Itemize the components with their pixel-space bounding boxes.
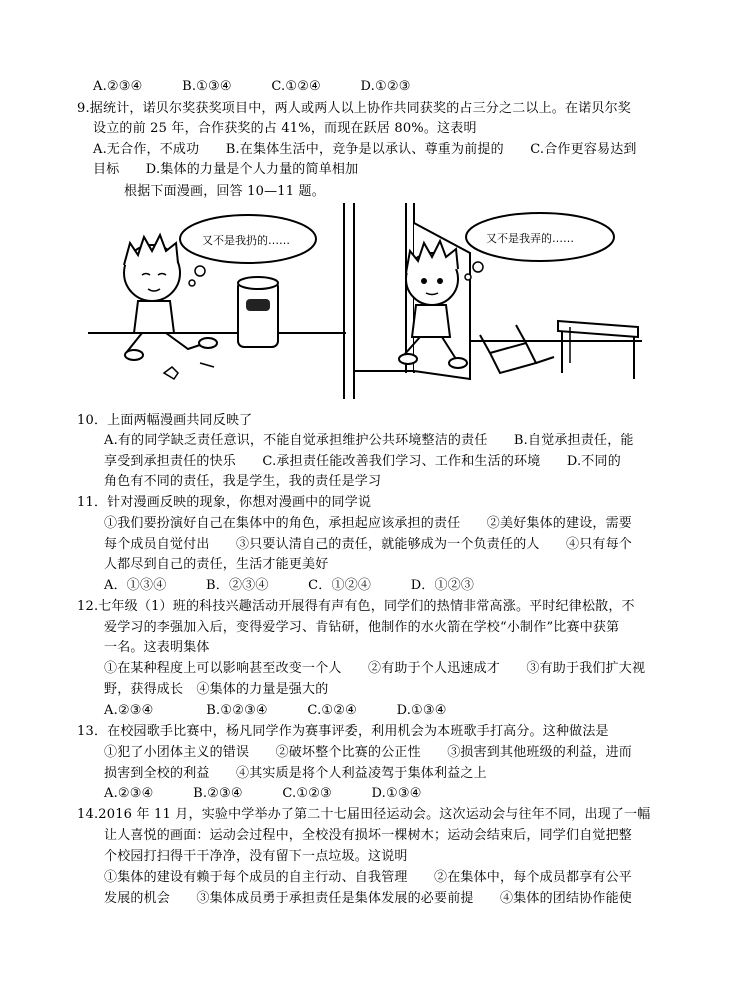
q12-stem-line1: 12.七年级（1）班的科技兴趣活动开展得有声有色，同学们的热情非常高涨。平时纪律松散，不 xyxy=(77,599,635,614)
comic-intro: 根据下面漫画，回答 10—11 题。 xyxy=(124,184,325,199)
q13-stem: 13．在校园歌手比赛中，杨凡同学作为赛事评委，利用机会为本班歌手打高分。这种做法是 xyxy=(77,724,609,739)
q9-stem-line1: 9.据统计，诺贝尔奖获奖项目中，两人或两人以上协作共同获奖的占三分之二以上。在诺贝尔奖 xyxy=(77,101,632,116)
litter xyxy=(164,367,178,379)
q12-options: A.②③④ B.①②③④ C.①②④ D.①③④ xyxy=(104,703,447,718)
q9-stem-line2: 设立的前 25 年，合作获奖的占 41%，而现在跃居 80%。这表明 xyxy=(93,121,477,136)
q12-line1: ①在某种程度上可以影响甚至改变一个人 ②有助于个人迅速成才 ③有助于我们扩大视 xyxy=(104,661,646,676)
q14-stem-line3: 个校园打扫得干干净净，没有留下一点垃圾。这说明 xyxy=(104,849,408,864)
q13-line2: 损害到全校的利益 ④其实质是将个人利益凌驾于集体利益之上 xyxy=(104,766,487,781)
q13-options: A.②③④ B.②③④ C.①②③ D.①③④ xyxy=(104,786,422,801)
q9-options-line2: 目标 D.集体的力量是个人力量的简单相加 xyxy=(93,162,359,177)
desk xyxy=(558,321,638,379)
q14-line2: 发展的机会 ③集体成员勇于承担责任是集体发展的必要前提 ④集体的团结协作能使 xyxy=(104,891,633,906)
q11-options: A．①③④ B．②③④ C．①②④ D．①②③ xyxy=(104,578,475,593)
q10-options-line2: 享受到承担责任的快乐 C.承担责任能改善我们学习、工作和生活的环境 D.不同的 xyxy=(104,454,621,469)
q12-stem-line3: 一名。这表明集体 xyxy=(104,640,210,655)
q14-line1: ①集体的建设有赖于每个成员的自主行动、自我管理 ②在集体中，每个成员都享有公平 xyxy=(104,870,633,885)
q10-options-line3: 角色有不同的责任，我是学生，我的责任是学习 xyxy=(104,474,382,489)
trash-bin xyxy=(238,277,278,347)
q11-line1: ①我们要扮演好自己在集体中的角色，承担起应该承担的责任 ②美好集体的建设，需要 xyxy=(104,516,633,531)
comic-right-panel xyxy=(340,203,642,399)
fallen-chair xyxy=(480,325,554,373)
q11-stem: 11．针对漫画反映的现象，你想对漫画中的同学说 xyxy=(77,495,372,510)
q8-options: A.②③④ B.①③④ C.①②④ D.①②③ xyxy=(93,79,411,94)
q10-stem: 10．上面两幅漫画共同反映了 xyxy=(77,413,253,428)
q13-line1: ①犯了小团体主义的错误 ②破坏整个比赛的公正性 ③损害到其他班级的利益，进而 xyxy=(104,745,633,760)
q14-stem-line1: 14.2016 年 11 月，实验中学举办了第二十七届田径运动会。这次运动会与往年不同，出现了一幅 xyxy=(77,807,651,822)
q9-options-line1: A.无合作，不成功 B.在集体生活中，竞争是以承认、尊重为前提的 C.合作更容易达到 xyxy=(93,142,637,157)
right-bubble-text: 又不是我弄的…… xyxy=(486,232,574,245)
q10-options-line1: A.有的同学缺乏责任意识，不能自觉承担维护公共环境整洁的责任 B.自觉承担责任，能 xyxy=(104,433,634,448)
q11-line3: 人都尽到自己的责任，生活才能更美好 xyxy=(104,557,329,572)
left-bubble-text: 又不是我扔的…… xyxy=(202,234,290,247)
q12-stem-line2: 爱学习的李强加入后，变得爱学习、肯钻研，他制作的水火箭在学校“小制作”比赛中获第 xyxy=(104,620,620,635)
q14-stem-line2: 让人喜悦的画面：运动会过程中，全校没有损坏一棵树木；运动会结束后，同学们自觉把整 xyxy=(104,828,633,843)
q11-line2: 每个成员自觉付出 ③只要认清自己的责任，就能够成为一个负责任的人 ④只有每个 xyxy=(104,537,633,552)
comic-left-panel xyxy=(88,203,346,395)
q12-line2: 野，获得成长 ④集体的力量是强大的 xyxy=(104,682,329,697)
